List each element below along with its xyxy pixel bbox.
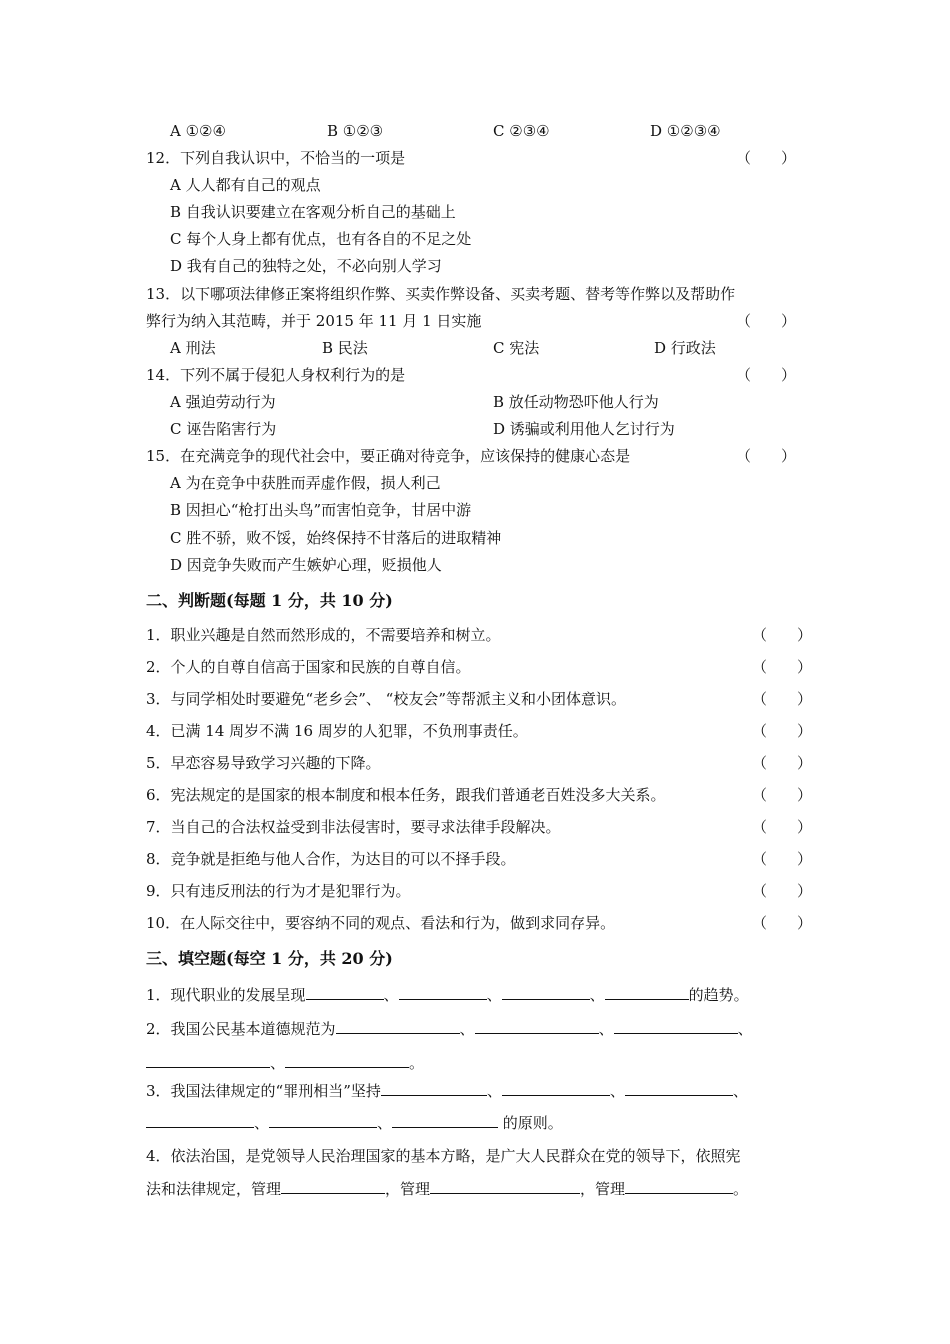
judge-paren-1: （ ） — [752, 626, 813, 644]
q13-option-c: C 宪法 — [493, 339, 540, 357]
separator: 、 — [598, 1020, 614, 1038]
q15-stem: 15．在充满竞争的现代社会中，要正确对待竞争，应该保持的健康心态是 — [146, 447, 631, 465]
q15-option-c: C 胜不骄，败不馁，始终保持不甘落后的进取精神 — [170, 529, 502, 547]
fill-3-suffix: 的原则。 — [498, 1114, 563, 1132]
q13-stem-line1: 13．以下哪项法律修正案将组织作弊、买卖作弊设备、买卖考题、替考等作弊以及帮助作 — [146, 285, 736, 303]
fill-4-text-b: ，管理 — [385, 1180, 431, 1198]
q14-answer-paren: （ ） — [736, 366, 797, 384]
fill-item-3-line2 — [146, 1113, 563, 1133]
judge-item-2: 2．个人的自尊自信高于国家和民族的自尊自信。 — [146, 658, 471, 676]
fill-item-2-line2 — [146, 1053, 424, 1073]
fill-item-1 — [146, 985, 749, 1005]
fill-3-blank-6[interactable] — [392, 1113, 498, 1128]
separator: 、 — [486, 1082, 502, 1100]
section2-title: 二、判断题(每题 1 分，共 10 分) — [146, 591, 393, 610]
judge-item-4: 4．已满 14 周岁不满 16 周岁的人犯罪，不负刑事责任。 — [146, 722, 528, 740]
fill-1-blank-3[interactable] — [502, 985, 590, 1000]
q14-option-b: B 放任动物恐吓他人行为 — [493, 393, 659, 411]
judge-item-9: 9．只有违反刑法的行为才是犯罪行为。 — [146, 882, 411, 900]
fill-1-blank-4[interactable] — [605, 985, 689, 1000]
q14-option-c: C 诬告陷害行为 — [170, 420, 277, 438]
fill-item-2-line1 — [146, 1019, 753, 1039]
fill-2-prefix: 2．我国公民基本道德规范为 — [146, 1020, 336, 1038]
q14-option-a: A 强迫劳动行为 — [170, 393, 276, 411]
fill-2-blank-3[interactable] — [614, 1019, 738, 1034]
judge-item-1: 1．职业兴趣是自然而然形成的，不需要培养和树立。 — [146, 626, 501, 644]
fill-3-blank-3[interactable] — [625, 1081, 733, 1096]
fill-3-blank-1[interactable] — [381, 1081, 487, 1096]
judge-paren-8: （ ） — [752, 850, 813, 868]
fill-1-suffix: 的趋势。 — [688, 986, 749, 1004]
fill-item-3-line1 — [146, 1081, 748, 1101]
q13-stem-line2: 弊行为纳入其范畴，并于 2015 年 11 月 1 日实施 — [146, 312, 482, 330]
separator: 、 — [270, 1054, 286, 1072]
fill-4-blank-2[interactable] — [430, 1179, 580, 1194]
fill-4-blank-3[interactable] — [625, 1179, 733, 1194]
separator: 、 — [589, 986, 605, 1004]
fill-4-text-c: ，管理 — [580, 1180, 626, 1198]
fill-2-blank-4[interactable] — [146, 1053, 270, 1068]
q11-option-b: B ①②③ — [327, 122, 384, 140]
fill-3-blank-5[interactable] — [269, 1113, 377, 1128]
q11-option-d: D ①②③④ — [650, 122, 721, 140]
judge-paren-6: （ ） — [752, 786, 813, 804]
separator: 、 — [377, 1114, 393, 1132]
q11-option-c: C ②③④ — [493, 122, 550, 140]
fill-4-text-a: 法和法律规定，管理 — [146, 1180, 282, 1198]
q14-option-d: D 诱骗或利用他人乞讨行为 — [493, 420, 675, 438]
fill-2-blank-2[interactable] — [475, 1019, 599, 1034]
q12-answer-paren: （ ） — [736, 149, 797, 167]
q14-stem: 14．下列不属于侵犯人身权利行为的是 — [146, 366, 406, 384]
q15-option-a: A 为在竞争中获胜而弄虚作假，损人利己 — [170, 474, 441, 492]
judge-paren-9: （ ） — [752, 882, 813, 900]
judge-paren-3: （ ） — [752, 690, 813, 708]
separator: 、 — [459, 1020, 475, 1038]
q12-option-c: C 每个人身上都有优点，也有各自的不足之处 — [170, 230, 472, 248]
q13-option-b: B 民法 — [322, 339, 368, 357]
separator: 、 — [609, 1082, 625, 1100]
q13-option-a: A 刑法 — [170, 339, 216, 357]
fill-2-blank-1[interactable] — [336, 1019, 460, 1034]
fill-3-blank-4[interactable] — [146, 1113, 254, 1128]
judge-paren-4: （ ） — [752, 722, 813, 740]
judge-paren-7: （ ） — [752, 818, 813, 836]
judge-paren-10: （ ） — [752, 914, 813, 932]
judge-paren-2: （ ） — [752, 658, 813, 676]
q13-answer-paren: （ ） — [736, 312, 797, 330]
q15-answer-paren: （ ） — [736, 447, 797, 465]
fill-1-prefix: 1．现代职业的发展呈现 — [146, 986, 306, 1004]
fill-3-prefix: 3．我国法律规定的“罪刑相当”坚持 — [146, 1082, 381, 1100]
fill-2-blank-5[interactable] — [285, 1053, 409, 1068]
separator: 、 — [732, 1082, 748, 1100]
section3-title: 三、填空题(每空 1 分，共 20 分) — [146, 949, 393, 968]
fill-item-4-line2 — [146, 1179, 748, 1199]
judge-paren-5: （ ） — [752, 754, 813, 772]
period: 。 — [409, 1054, 425, 1072]
fill-4-blank-1[interactable] — [281, 1179, 385, 1194]
judge-item-8: 8．竞争就是拒绝与他人合作，为达目的可以不择手段。 — [146, 850, 516, 868]
separator: 、 — [737, 1020, 753, 1038]
q12-option-b: B 自我认识要建立在客观分析自己的基础上 — [170, 203, 456, 221]
q12-option-d: D 我有自己的独特之处，不必向别人学习 — [170, 257, 442, 275]
q11-option-a: A ①②④ — [170, 122, 226, 140]
separator: 、 — [486, 986, 502, 1004]
fill-1-blank-2[interactable] — [399, 985, 487, 1000]
judge-item-3: 3．与同学相处时要避免“老乡会”、 “校友会”等帮派主义和小团体意识。 — [146, 690, 626, 708]
q15-option-d: D 因竞争失败而产生嫉妒心理，贬损他人 — [170, 556, 442, 574]
separator: 、 — [254, 1114, 270, 1132]
q12-option-a: A 人人都有自己的观点 — [170, 176, 321, 194]
fill-item-4-line1: 4．依法治国，是党领导人民治理国家的基本方略，是广大人民群众在党的领导下，依照宪 — [146, 1147, 741, 1165]
q13-option-d: D 行政法 — [654, 339, 716, 357]
fill-1-blank-1[interactable] — [306, 985, 384, 1000]
judge-item-10: 10．在人际交往中，要容纳不同的观点、看法和行为，做到求同存异。 — [146, 914, 616, 932]
q15-option-b: B 因担心“枪打出头鸟”而害怕竞争，甘居中游 — [170, 501, 472, 519]
period: 。 — [733, 1180, 749, 1198]
q12-stem: 12．下列自我认识中，不恰当的一项是 — [146, 149, 406, 167]
fill-3-blank-2[interactable] — [502, 1081, 610, 1096]
judge-item-7: 7．当自己的合法权益受到非法侵害时，要寻求法律手段解决。 — [146, 818, 561, 836]
separator: 、 — [383, 986, 399, 1004]
judge-item-6: 6．宪法规定的是国家的根本制度和根本任务，跟我们普通老百姓没多大关系。 — [146, 786, 666, 804]
judge-item-5: 5．早恋容易导致学习兴趣的下降。 — [146, 754, 381, 772]
